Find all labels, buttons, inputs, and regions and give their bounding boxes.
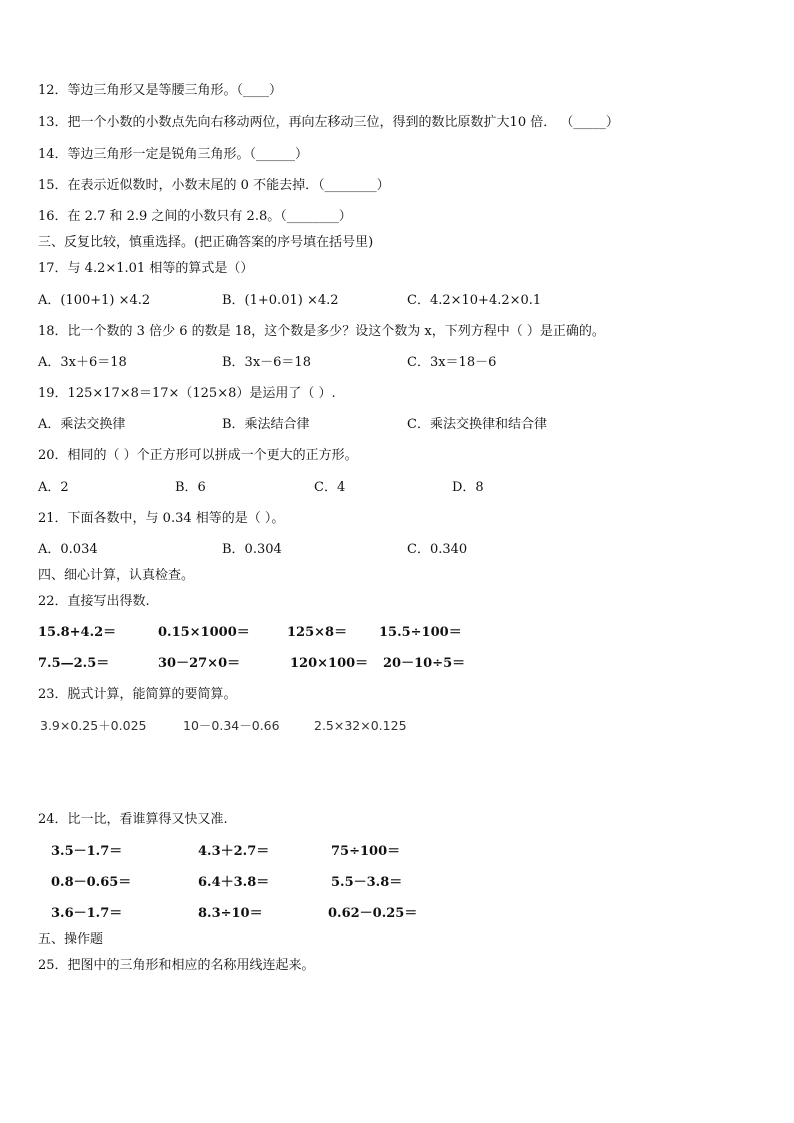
- calc-item: 4.3＋2.7＝: [198, 844, 270, 859]
- question-22-stem: 22．直接写出得数.: [38, 594, 150, 609]
- expression-item: 2.5×32×0.125: [314, 718, 407, 733]
- calc-item: 75÷100＝: [331, 844, 401, 859]
- question-20-option-c: C．4: [314, 480, 346, 495]
- question-20-option-d: D．8: [452, 480, 484, 495]
- question-17-option-c: C．4.2×10+4.2×0.1: [407, 293, 542, 308]
- calc-item: 125×8＝: [287, 625, 348, 640]
- calc-item: 3.5－1.7＝: [51, 844, 123, 859]
- question-17-stem: 17．与 4.2×1.01 相等的算式是（）: [38, 261, 254, 276]
- calc-item: 7.5—2.5＝: [38, 656, 110, 671]
- question-17-option-a: A．(100+1) ×4.2: [38, 293, 151, 308]
- calc-item: 120×100＝: [290, 656, 369, 671]
- calc-item: 8.3÷10＝: [198, 906, 263, 921]
- question-20-stem: 20．相同的（ ）个正方形可以拼成一个更大的正方形。: [38, 448, 358, 463]
- question-18-stem: 18．比一个数的 3 倍少 6 的数是 18，这个数是多少？设这个数为 x，下列方程中（ ）是正确的。: [38, 324, 605, 339]
- question-13: 13．把一个小数的小数点先向右移动两位，再向左移动三位，得到的数比原数扩大10 倍． （_____）: [38, 115, 619, 130]
- question-25-stem: 25．把图中的三角形和相应的名称用线连起来。: [38, 958, 315, 973]
- question-19-option-a: A．乘法交换律: [38, 417, 126, 432]
- calc-item: 15.8+4.2＝: [38, 625, 117, 640]
- expression-item: 10－0.34－0.66: [183, 718, 280, 733]
- question-18-option-a: A．3x＋6＝18: [38, 355, 127, 370]
- question-19-option-c: C．乘法交换律和结合律: [407, 417, 547, 432]
- question-24-stem: 24．比一比，看谁算得又快又准.: [38, 812, 228, 827]
- question-18-option-b: B．3x－6＝18: [222, 355, 311, 370]
- question-14: 14．等边三角形一定是锐角三角形。（______）: [38, 147, 309, 162]
- question-20-option-b: B．6: [175, 480, 206, 495]
- calc-item: 6.4＋3.8＝: [198, 875, 270, 890]
- question-21-stem: 21．下面各数中，与 0.34 相等的是（ ）。: [38, 511, 285, 526]
- question-16: 16．在 2.7 和 2.9 之间的小数只有 2.8。（________）: [38, 209, 352, 224]
- question-23-stem: 23．脱式计算，能简算的要简算。: [38, 687, 237, 702]
- expression-item: 3.9×0.25＋0.025: [40, 718, 147, 733]
- question-15: 15．在表示近似数时，小数末尾的 0 不能去掉．（________）: [38, 178, 390, 193]
- question-21-option-c: C．0.340: [407, 542, 468, 557]
- calc-item: 0.15×1000＝: [158, 625, 250, 640]
- question-18-option-c: C．3x＝18－6: [407, 355, 497, 370]
- question-20-option-a: A．2: [38, 480, 69, 495]
- section-5-heading: 五、操作题: [38, 932, 104, 947]
- section-3-heading: 三、反复比较，慎重选择。(把正确答案的序号填在括号里): [38, 235, 374, 250]
- calc-item: 0.8－0.65＝: [51, 875, 132, 890]
- calc-item: 30－27×0＝: [158, 656, 241, 671]
- calc-item: 15.5÷100＝: [379, 625, 462, 640]
- question-21-option-a: A．0.034: [38, 542, 98, 557]
- question-19-option-b: B．乘法结合律: [222, 417, 310, 432]
- question-17-option-b: B．(1+0.01) ×4.2: [222, 293, 339, 308]
- calc-item: 5.5－3.8＝: [331, 875, 403, 890]
- calc-item: 3.6－1.7＝: [51, 906, 123, 921]
- section-4-heading: 四、细心计算，认真检查。: [38, 568, 195, 583]
- question-19-stem: 19．125×17×8＝17×（125×8）是运用了（ ）.: [38, 386, 336, 401]
- calc-item: 20－10÷5＝: [383, 656, 466, 671]
- question-21-option-b: B．0.304: [222, 542, 282, 557]
- calc-item: 0.62－0.25＝: [328, 906, 418, 921]
- question-12: 12．等边三角形又是等腰三角形。（____）: [38, 83, 283, 98]
